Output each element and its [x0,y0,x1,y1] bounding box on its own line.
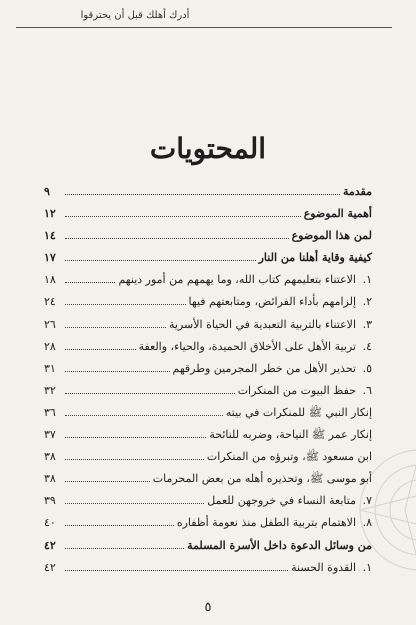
toc-leader-dots [65,445,204,460]
toc-entry-page: ٤٢ [44,538,56,552]
toc-leader-dots [65,246,256,261]
toc-leader-dots [65,489,204,504]
toc-entry-title: مقدمة [342,185,372,198]
toc-entry [44,467,372,489]
toc-entry-page: ٣٢ [44,383,56,397]
toc-leader-dots [65,423,206,438]
page-title: المحتويات [149,132,267,165]
toc-entry-number: ١. [362,273,372,287]
toc-entry-number: ٣. [362,317,372,331]
toc-entry [44,423,372,445]
toc-entry-title: حفظ البيوت من المنكرات [237,383,356,397]
toc-entry-page: ٤٢ [44,560,56,574]
toc-entry-page: ٢٦ [44,317,56,331]
toc-entry-title: من وسائل الدعوة داخل الأسرة المسلمة [187,538,372,552]
toc-leader-dots [65,534,184,549]
toc-entry-title: أهمية الموضوع [303,207,372,221]
toc-leader-dots [65,224,289,239]
toc-entry-title: كيفية وقاية أهلنا من النار [258,251,372,265]
toc-leader-dots [65,335,136,350]
toc-entry-title: إلزامهم بأداء الفرائض، ومتابعتهم فيها [188,295,356,309]
toc-leader-dots [65,467,150,482]
toc-leader-dots [65,268,115,283]
toc-entry-title: متابعة النساء في خروجهن للعمل [207,494,356,508]
toc-entry-title: تربية الأهل على الأخلاق الحميدة، والحياء، والعفة [138,339,356,353]
toc-entry-title: الاهتمام بتربية الطفل منذ نعومة أظفاره [176,516,356,530]
toc-entry-title: لمن هذا الموضوع [291,229,372,243]
toc-entry-page: ٢٤ [44,295,56,309]
toc-entry-page: ٣٨ [44,450,56,464]
toc-entry-page: ٩ [44,185,50,198]
toc-entry [44,379,372,401]
toc-entry [44,180,372,202]
toc-entry [44,357,372,379]
toc-entry-title: أبو موسى ﷺ، وتحذيره أهله من بعض المحرمات [152,472,372,486]
toc-leader-dots [65,401,223,416]
toc-entry-page: ١٤ [44,229,56,243]
toc-entry-number: ٦. [362,383,372,397]
toc-entry [44,202,372,224]
toc-entry-number: ٤. [362,339,372,353]
toc-entry [44,224,372,246]
toc-entry-page: ١٢ [44,207,56,221]
toc-entry-number: ١. [362,560,372,574]
toc-entry-page: ١٧ [44,251,56,265]
toc-leader-dots [65,313,166,328]
ornament-decoration [330,430,416,590]
toc-entry-title: الاعتناء بتعليمهم كتاب الله، وما يهمهم من أمور دينهم [118,273,356,287]
toc-entry-number: ٨. [362,516,372,530]
toc-entry-title: ابن مسعود ﷺ، وتبرؤه من المنكرات [206,450,372,464]
toc-entry-number: ٥. [362,361,372,375]
toc-entry-page: ٣٩ [44,494,56,508]
toc-entry-page: ٣٨ [44,472,56,486]
toc-entry [44,313,372,335]
toc-entry [44,290,372,312]
toc-entry-title: تحذير الأهل من خطر المجرمين وطرقهم [172,361,356,375]
page-number: ٥ [204,600,212,615]
toc-entry-page: ٢٨ [44,339,56,353]
toc-entry-title: الاعتناء بالتربية التعبدية في الحياة الأسرية [169,317,356,331]
toc-entry [44,489,372,511]
toc-leader-dots [65,180,340,195]
toc-leader-dots [65,511,174,526]
toc-entry-title: إنكار عمر ﷺ النياحة، وضربه للنائحة [209,428,372,442]
toc-entry-page: ٣٧ [44,428,56,442]
toc-entry [44,511,372,533]
running-head: أدرك أهلك قبل أن يحترقوا [80,10,190,21]
toc-entry-page: ٣٦ [44,405,56,419]
toc-entry-page: ٤٠ [44,516,56,530]
toc-entry [44,335,372,357]
toc-entry-title: إنكار النبي ﷺ للمنكرات في بيته [225,405,372,419]
toc-leader-dots [65,357,170,372]
table-of-contents [44,180,372,578]
toc-entry-title: القدوة الحسنة [291,560,356,574]
toc-leader-dots [65,202,301,217]
toc-entry [44,401,372,423]
toc-entry [44,556,372,578]
toc-entry [44,534,372,556]
toc-leader-dots [65,556,288,571]
toc-entry [44,268,372,290]
toc-leader-dots [65,379,235,394]
toc-entry-number: ٧. [362,494,372,508]
toc-entry [44,445,372,467]
header-rule [16,27,392,28]
toc-leader-dots [65,290,186,305]
toc-entry-number: ٢. [362,295,372,309]
toc-entry-page: ٣١ [44,361,56,375]
toc-entry [44,246,372,268]
toc-entry-page: ١٨ [44,273,56,287]
